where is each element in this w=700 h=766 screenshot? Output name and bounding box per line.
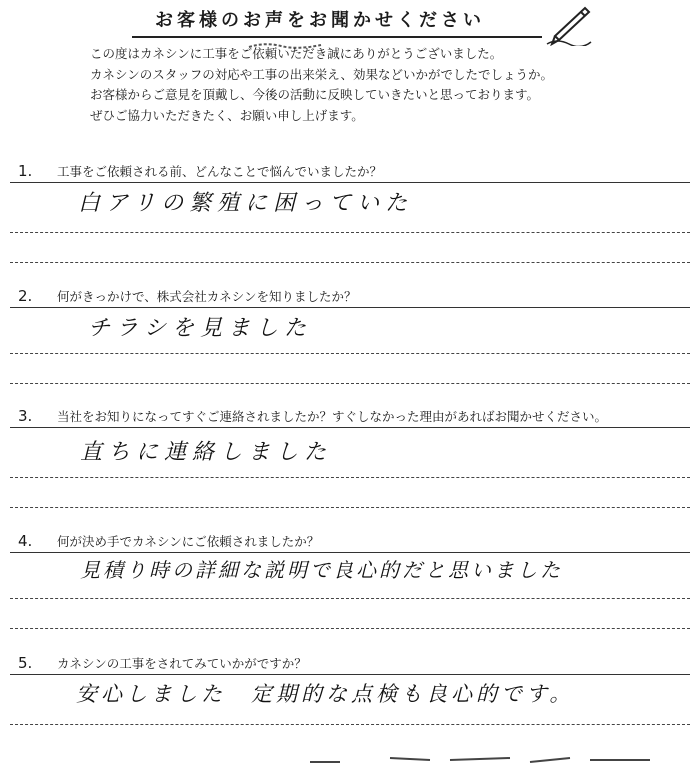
answer-line xyxy=(10,598,690,599)
answer-line xyxy=(10,232,690,233)
title-underline xyxy=(132,36,542,38)
question-rule xyxy=(10,552,690,553)
answer-line xyxy=(10,628,690,629)
intro-line: カネシンのスタッフの対応や工事の出来栄え、効果などいかがでしたでしょうか。 xyxy=(90,66,553,82)
answer-line xyxy=(10,477,690,478)
question-rule xyxy=(10,427,690,428)
handwritten-answer: 見積り時の詳細な説明で良心的だと思いました xyxy=(80,558,563,582)
handwritten-answer: 直ちに連絡しました xyxy=(80,440,333,465)
answer-line xyxy=(10,724,690,725)
question-number: 2. xyxy=(18,287,33,305)
intro-text xyxy=(90,44,670,126)
answer-line xyxy=(10,353,690,354)
question-rule xyxy=(10,182,690,183)
answer-line xyxy=(10,507,690,508)
page-title: お客様のお声をお聞かせください xyxy=(155,10,485,31)
question-text: 当社をお知りになってすぐご連絡されましたか？すぐしなかった理由があればお聞かせください。 xyxy=(57,409,608,424)
question-number: 3. xyxy=(18,407,33,425)
handwritten-answer: チラシを見ました xyxy=(88,316,313,341)
handwritten-answer: 白アリの繁殖に困っていた xyxy=(78,191,414,216)
cropped-text-fragment xyxy=(10,748,690,766)
question-text: 工事をご依頼される前、どんなことで悩んでいましたか？ xyxy=(57,164,383,179)
question-text: 何が決め手でカネシンにご依頼されましたか？ xyxy=(57,534,320,549)
question-rule xyxy=(10,674,690,675)
answer-line xyxy=(10,383,690,384)
question-number: 5. xyxy=(18,654,33,672)
question-text: カネシンの工事をされてみていかがですか？ xyxy=(57,656,307,671)
intro-line: この度はカネシンに工事をご依頼いただき誠にありがとうございました。 xyxy=(90,46,503,61)
question-number: 1. xyxy=(18,162,33,180)
pen-writing-icon xyxy=(545,2,593,46)
answer-line xyxy=(10,262,690,263)
question-text: 何がきっかけで、株式会社カネシンを知りましたか？ xyxy=(57,289,357,304)
intro-line: ぜひご協力いただきたく、お願い申し上げます。 xyxy=(90,107,364,123)
intro-line: お客様からご意見を頂戴し、今後の活動に反映していきたいと思っております。 xyxy=(90,87,540,102)
question-rule xyxy=(10,307,690,308)
question-number: 4. xyxy=(18,532,33,550)
handwritten-answer: 安心しました 定期的な点検も良心的です。 xyxy=(76,682,575,706)
